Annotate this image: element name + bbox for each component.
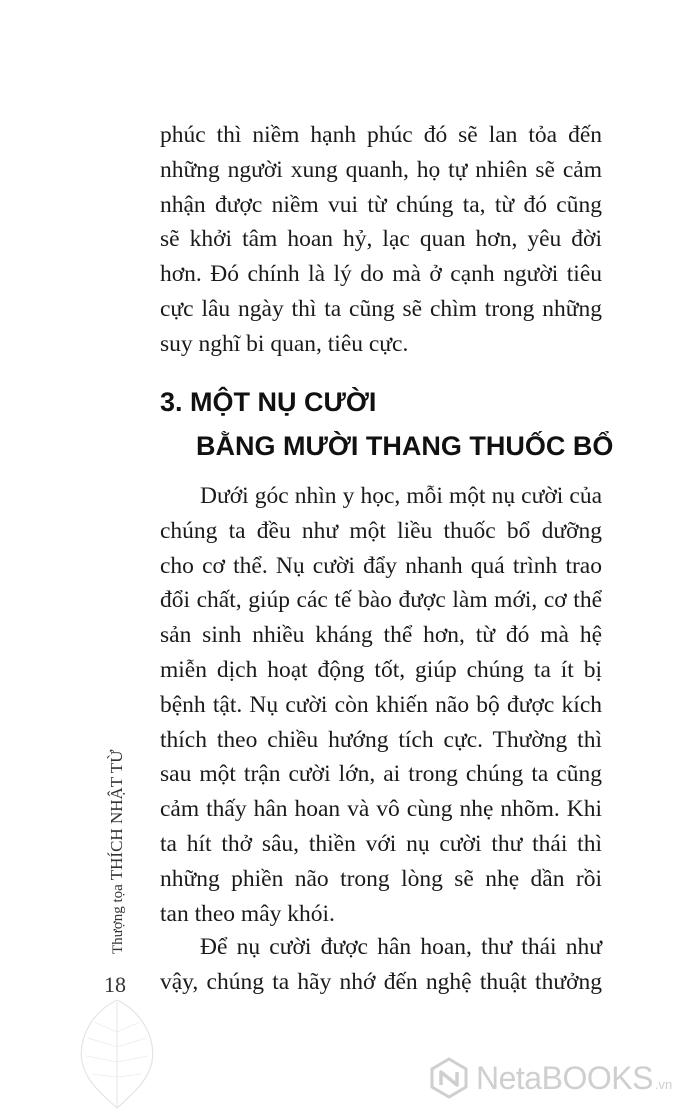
heading-line-1: 3. MỘT NỤ CƯỜI bbox=[160, 387, 377, 417]
text-line: miễn dịch hoạt động tốt, giúp chúng ta ít bị bbox=[160, 656, 602, 683]
text-line: Dưới góc nhìn y học, mỗi một nụ cười của bbox=[200, 483, 602, 509]
page-number: 18 bbox=[104, 972, 126, 997]
text-line: ta hít thở sâu, thiền với nụ cười thư thái thì bbox=[160, 830, 602, 857]
section-heading bbox=[160, 380, 613, 468]
text-line: cực lâu ngày thì ta cũng sẽ chìm trong những bbox=[160, 295, 602, 322]
author-prefix: Thượng tọa bbox=[110, 884, 126, 954]
text-line: vậy, chúng ta hãy nhớ đến nghệ thuật thưởng bbox=[160, 968, 602, 995]
watermark-suffix: .vn bbox=[654, 1076, 673, 1092]
text-line: chúng ta đều như một liều thuốc bổ dưỡng bbox=[160, 517, 602, 544]
text-line: sản sinh nhiều kháng thể hơn, từ đó mà hệ bbox=[160, 622, 602, 649]
netabooks-logo-icon bbox=[428, 1057, 470, 1099]
text-line: cho cơ thể. Nụ cười đẩy nhanh quá trình trao bbox=[160, 552, 602, 579]
watermark-brand: NetaBOOKS bbox=[476, 1059, 653, 1096]
text-line: sau một trận cười lớn, ai trong chúng ta cũng bbox=[160, 761, 602, 788]
watermark bbox=[428, 1056, 672, 1100]
text-line: những phiền não trong lòng sẽ nhẹ dần rồi bbox=[160, 865, 602, 892]
text-line: suy nghĩ bi quan, tiêu cực. bbox=[160, 330, 409, 357]
text-line: Để nụ cười được hân hoan, thư thái như bbox=[200, 934, 602, 960]
text-line: tan theo mây khói. bbox=[160, 900, 335, 927]
text-line: đổi chất, giúp các tế bào được làm mới, cơ thể bbox=[160, 587, 602, 614]
text-line: thích theo chiều hướng tích cực. Thường thì bbox=[160, 726, 602, 753]
heading-line-2: BẰNG MƯỜI THANG THUỐC BỔ bbox=[196, 431, 614, 461]
text-line: cảm thấy hân hoan và vô cùng nhẹ nhõm. Khi bbox=[160, 796, 602, 823]
bodhi-leaf-icon bbox=[72, 992, 162, 1109]
text-line: những người xung quanh, họ tự nhiên sẽ cảm bbox=[160, 156, 602, 183]
paragraph-body bbox=[160, 479, 602, 931]
text-line: bệnh tật. Nụ cười còn khiến não bộ được kích bbox=[160, 691, 602, 718]
text-line: nhận được niềm vui từ chúng ta, từ đó cũng bbox=[160, 191, 602, 218]
paragraph-top bbox=[160, 118, 602, 362]
paragraph-closing bbox=[160, 930, 602, 1000]
author-name: THÍCH NHẬT TỪ bbox=[107, 749, 126, 881]
text-line: sẽ khởi tâm hoan hỷ, lạc quan hơn, yêu đời bbox=[160, 226, 602, 253]
text-line: hơn. Đó chính là lý do mà ở cạnh người tiêu bbox=[160, 261, 602, 288]
text-line: phúc thì niềm hạnh phúc đó sẽ lan tỏa đến bbox=[160, 122, 602, 148]
running-header-author bbox=[107, 750, 127, 954]
